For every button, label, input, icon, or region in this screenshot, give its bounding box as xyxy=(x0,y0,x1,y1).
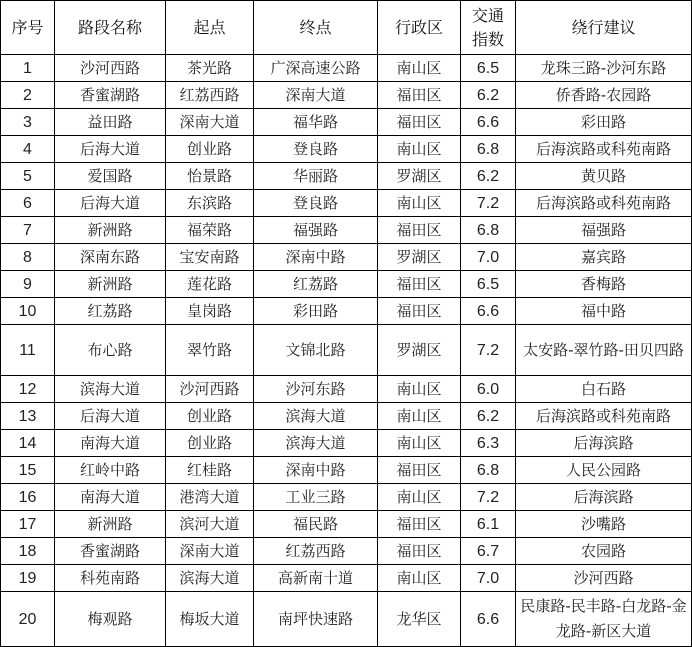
road-name: 红岭中路 xyxy=(55,457,166,484)
road-name: 科苑南路 xyxy=(55,565,166,592)
road-name: 新洲路 xyxy=(55,271,166,298)
traffic-index: 6.8 xyxy=(461,136,516,163)
start-point: 梅坂大道 xyxy=(166,592,254,647)
district: 南山区 xyxy=(378,136,461,163)
traffic-index: 6.5 xyxy=(461,55,516,82)
traffic-index: 7.2 xyxy=(461,325,516,376)
end-point: 滨海大道 xyxy=(254,403,378,430)
district: 福田区 xyxy=(378,457,461,484)
table-row xyxy=(1,430,692,457)
end-point: 高新南十道 xyxy=(254,565,378,592)
table-row xyxy=(1,592,692,647)
end-point: 登良路 xyxy=(254,136,378,163)
traffic-index: 6.6 xyxy=(461,592,516,647)
traffic-index: 7.2 xyxy=(461,484,516,511)
table-row xyxy=(1,163,692,190)
row-index: 17 xyxy=(1,511,55,538)
road-name: 新洲路 xyxy=(55,511,166,538)
district: 南山区 xyxy=(378,565,461,592)
traffic-index: 7.2 xyxy=(461,190,516,217)
detour-suggestion: 龙珠三路-沙河东路 xyxy=(516,55,692,82)
end-point: 广深高速公路 xyxy=(254,55,378,82)
row-index: 2 xyxy=(1,82,55,109)
detour-suggestion: 后海滨路 xyxy=(516,430,692,457)
table-row xyxy=(1,538,692,565)
detour-suggestion: 后海滨路或科苑南路 xyxy=(516,190,692,217)
table-row xyxy=(1,190,692,217)
end-point: 福华路 xyxy=(254,109,378,136)
start-point: 港湾大道 xyxy=(166,484,254,511)
table-row xyxy=(1,136,692,163)
district: 福田区 xyxy=(378,217,461,244)
table-row xyxy=(1,565,692,592)
end-point: 彩田路 xyxy=(254,298,378,325)
header-traffic-index: 交通 指数 xyxy=(461,1,516,55)
table-row xyxy=(1,244,692,271)
district: 龙华区 xyxy=(378,592,461,647)
detour-suggestion: 侨香路-农园路 xyxy=(516,82,692,109)
row-index: 9 xyxy=(1,271,55,298)
end-point: 工业三路 xyxy=(254,484,378,511)
road-name: 益田路 xyxy=(55,109,166,136)
table-row xyxy=(1,457,692,484)
traffic-index: 6.2 xyxy=(461,82,516,109)
table-row xyxy=(1,82,692,109)
start-point: 创业路 xyxy=(166,136,254,163)
start-point: 皇岗路 xyxy=(166,298,254,325)
table-row xyxy=(1,511,692,538)
header-road-name: 路段名称 xyxy=(55,1,166,55)
road-name: 红荔路 xyxy=(55,298,166,325)
district: 南山区 xyxy=(378,403,461,430)
row-index: 11 xyxy=(1,325,55,376)
row-index: 6 xyxy=(1,190,55,217)
district: 福田区 xyxy=(378,109,461,136)
start-point: 创业路 xyxy=(166,403,254,430)
road-name: 布心路 xyxy=(55,325,166,376)
table-row xyxy=(1,55,692,82)
start-point: 深南大道 xyxy=(166,538,254,565)
district: 福田区 xyxy=(378,511,461,538)
district: 南山区 xyxy=(378,430,461,457)
detour-suggestion: 人民公园路 xyxy=(516,457,692,484)
road-name: 南海大道 xyxy=(55,484,166,511)
start-point: 红荔西路 xyxy=(166,82,254,109)
traffic-index: 6.0 xyxy=(461,376,516,403)
end-point: 沙河东路 xyxy=(254,376,378,403)
traffic-index: 6.6 xyxy=(461,109,516,136)
district: 南山区 xyxy=(378,376,461,403)
road-name: 梅观路 xyxy=(55,592,166,647)
detour-suggestion: 农园路 xyxy=(516,538,692,565)
start-point: 东滨路 xyxy=(166,190,254,217)
traffic-index: 6.6 xyxy=(461,298,516,325)
header-detour: 绕行建议 xyxy=(516,1,692,55)
row-index: 14 xyxy=(1,430,55,457)
start-point: 红桂路 xyxy=(166,457,254,484)
row-index: 13 xyxy=(1,403,55,430)
district: 南山区 xyxy=(378,484,461,511)
traffic-index: 6.8 xyxy=(461,457,516,484)
detour-suggestion: 民康路-民丰路-白龙路-金龙路-新区大道 xyxy=(516,592,692,647)
road-name: 后海大道 xyxy=(55,190,166,217)
road-name: 深南东路 xyxy=(55,244,166,271)
detour-suggestion: 福强路 xyxy=(516,217,692,244)
traffic-index: 6.1 xyxy=(461,511,516,538)
detour-suggestion: 太安路-翠竹路-田贝四路 xyxy=(516,325,692,376)
row-index: 20 xyxy=(1,592,55,647)
road-name: 香蜜湖路 xyxy=(55,538,166,565)
traffic-index: 6.2 xyxy=(461,163,516,190)
traffic-index: 6.7 xyxy=(461,538,516,565)
table-row xyxy=(1,376,692,403)
end-point: 华丽路 xyxy=(254,163,378,190)
row-index: 3 xyxy=(1,109,55,136)
start-point: 翠竹路 xyxy=(166,325,254,376)
road-name: 南海大道 xyxy=(55,430,166,457)
road-name: 滨海大道 xyxy=(55,376,166,403)
district: 福田区 xyxy=(378,271,461,298)
road-name: 后海大道 xyxy=(55,136,166,163)
end-point: 深南中路 xyxy=(254,457,378,484)
table-row xyxy=(1,403,692,430)
traffic-index: 7.0 xyxy=(461,244,516,271)
start-point: 莲花路 xyxy=(166,271,254,298)
row-index: 1 xyxy=(1,55,55,82)
header-index: 序号 xyxy=(1,1,55,55)
road-name: 新洲路 xyxy=(55,217,166,244)
detour-suggestion: 嘉宾路 xyxy=(516,244,692,271)
district: 罗湖区 xyxy=(378,163,461,190)
detour-suggestion: 后海滨路或科苑南路 xyxy=(516,136,692,163)
end-point: 南坪快速路 xyxy=(254,592,378,647)
start-point: 深南大道 xyxy=(166,109,254,136)
detour-suggestion: 彩田路 xyxy=(516,109,692,136)
district: 南山区 xyxy=(378,190,461,217)
end-point: 深南中路 xyxy=(254,244,378,271)
traffic-index: 6.5 xyxy=(461,271,516,298)
row-index: 5 xyxy=(1,163,55,190)
detour-suggestion: 福中路 xyxy=(516,298,692,325)
table-row xyxy=(1,109,692,136)
row-index: 4 xyxy=(1,136,55,163)
detour-suggestion: 香梅路 xyxy=(516,271,692,298)
row-index: 16 xyxy=(1,484,55,511)
row-index: 7 xyxy=(1,217,55,244)
traffic-index: 7.0 xyxy=(461,565,516,592)
start-point: 怡景路 xyxy=(166,163,254,190)
district: 福田区 xyxy=(378,298,461,325)
traffic-index: 6.8 xyxy=(461,217,516,244)
detour-suggestion: 白石路 xyxy=(516,376,692,403)
traffic-index: 6.2 xyxy=(461,403,516,430)
start-point: 福荣路 xyxy=(166,217,254,244)
road-name: 后海大道 xyxy=(55,403,166,430)
district: 福田区 xyxy=(378,538,461,565)
district: 福田区 xyxy=(378,82,461,109)
start-point: 宝安南路 xyxy=(166,244,254,271)
end-point: 福民路 xyxy=(254,511,378,538)
detour-suggestion: 后海滨路 xyxy=(516,484,692,511)
start-point: 创业路 xyxy=(166,430,254,457)
row-index: 19 xyxy=(1,565,55,592)
end-point: 红荔西路 xyxy=(254,538,378,565)
end-point: 福强路 xyxy=(254,217,378,244)
table-row xyxy=(1,298,692,325)
end-point: 红荔路 xyxy=(254,271,378,298)
end-point: 深南大道 xyxy=(254,82,378,109)
start-point: 茶光路 xyxy=(166,55,254,82)
road-name: 香蜜湖路 xyxy=(55,82,166,109)
row-index: 8 xyxy=(1,244,55,271)
district: 南山区 xyxy=(378,55,461,82)
header-end: 终点 xyxy=(254,1,378,55)
table-row xyxy=(1,325,692,376)
header-district: 行政区 xyxy=(378,1,461,55)
end-point: 滨海大道 xyxy=(254,430,378,457)
district: 罗湖区 xyxy=(378,325,461,376)
row-index: 12 xyxy=(1,376,55,403)
row-index: 15 xyxy=(1,457,55,484)
table-row xyxy=(1,217,692,244)
traffic-index: 6.3 xyxy=(461,430,516,457)
table-row xyxy=(1,484,692,511)
row-index: 10 xyxy=(1,298,55,325)
detour-suggestion: 沙嘴路 xyxy=(516,511,692,538)
header-start: 起点 xyxy=(166,1,254,55)
road-name: 爱国路 xyxy=(55,163,166,190)
start-point: 滨海大道 xyxy=(166,565,254,592)
end-point: 文锦北路 xyxy=(254,325,378,376)
row-index: 18 xyxy=(1,538,55,565)
detour-suggestion: 黄贝路 xyxy=(516,163,692,190)
district: 罗湖区 xyxy=(378,244,461,271)
detour-suggestion: 沙河西路 xyxy=(516,565,692,592)
start-point: 滨河大道 xyxy=(166,511,254,538)
detour-suggestion: 后海滨路或科苑南路 xyxy=(516,403,692,430)
end-point: 登良路 xyxy=(254,190,378,217)
start-point: 沙河西路 xyxy=(166,376,254,403)
road-name: 沙河西路 xyxy=(55,55,166,82)
table-header-row xyxy=(1,1,692,55)
table-row xyxy=(1,271,692,298)
